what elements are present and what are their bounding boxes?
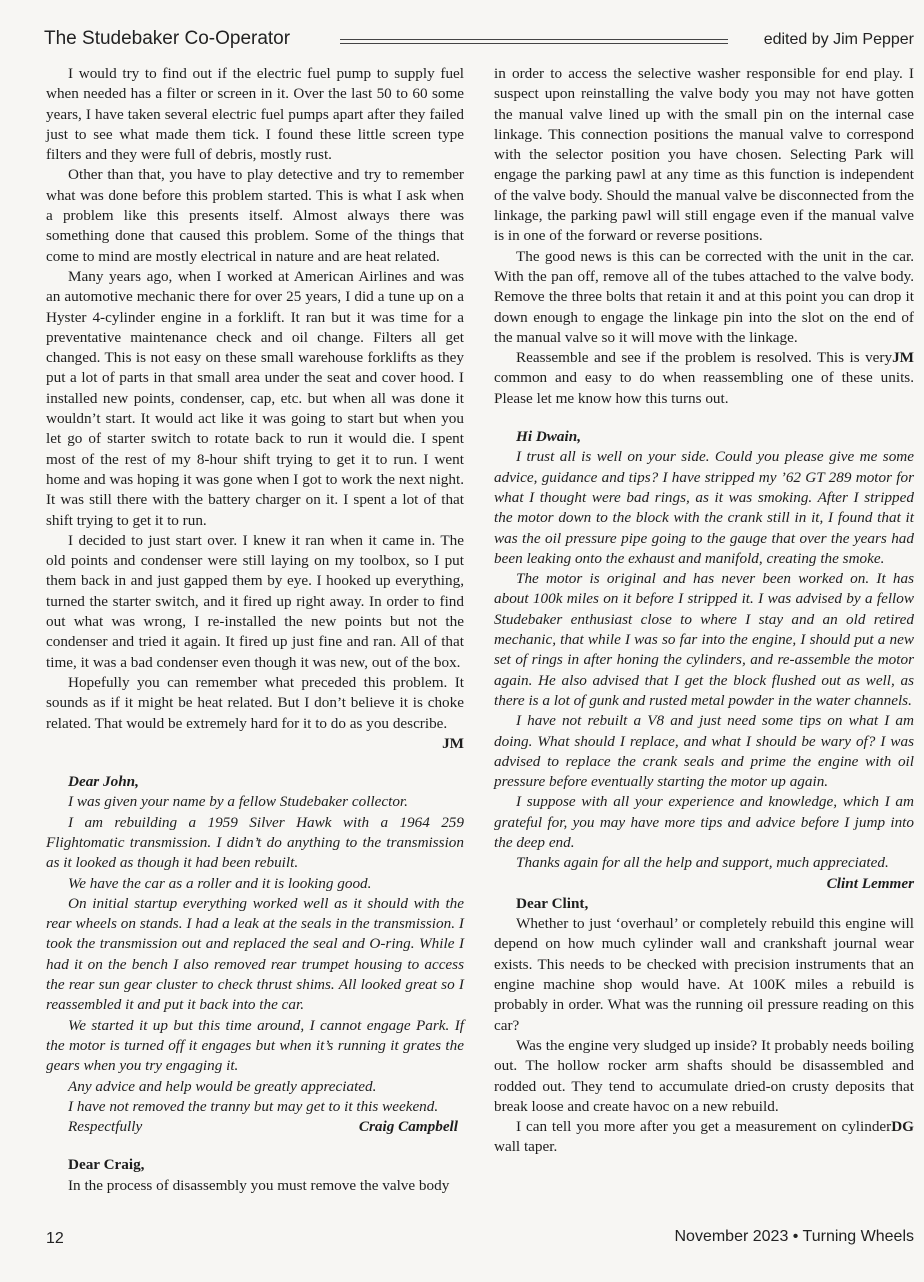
right-column [494,64,914,1158]
letter-paragraph: Any advice and help would be greatly appreciated. [68,1077,377,1095]
letter-paragraph: We have the car as a roller and it is looking good. [68,874,372,892]
paragraph: The good news is this can be corrected with the unit in the car. With the pan off, remove all of the tubes attached to the valve body. Remove the three bolts that retain it and at this point you can drop it down enough to engage the linkage pin into the slot on the end of the manual valve so it will move with the linkage. [494,247,914,346]
paragraph: Many years ago, when I worked at American Airlines and was an automotive mechanic there for over 25 years, I did a tune up on a Hyster 4-cylinder engine in a forklift. It ran but it was time for a preventative maintenance check and oil change. Filters all get changed. This is not easy on these small warehouse forklifts as they put a lot of parts in that small area under the seat and cover hood. I installed new points, condenser, cap, etc. but when all was done it wouldn’t start. It would act like it was going to start but when you let go of starter switch to rotate back to run it would die. I spent most of the rest of my 8-hour shift trying to get it to run. I went home and was hoping it was gone when I got to work the next night. It was still there with the battery charger on it. I spent a lot of that shift trying to get it to run. [46,267,464,529]
paragraph [494,1117,914,1158]
letter-closing: Respectfully [68,1118,143,1136]
reply-salutation: Dear Craig, [68,1156,145,1174]
letter-paragraph: I was given your name by a fellow Studebaker collector. [68,793,408,811]
answer-initials: JM [892,349,914,367]
paragraph-text: I can tell you more after you get a measurement on cylinder wall taper. [494,1118,892,1156]
paragraph: in order to access the selective washer responsible for end play. I suspect upon reinstalling the valve body you may not have gotten the manual valve lined up with the small pin on the internal case linkage. This connection positions the manual valve to correspond with the selector position you have chosen. Selecting Park will engage the parking pawl at any time as this function is independent of the valve body. Should the manual valve be disconnected from the linkage, the parking pawl will still engage even if the manual valve is in one of the forward or reverse positions. [494,65,914,245]
letter-paragraph: I suppose with all your experience and knowledge, which I am grateful for, you may have more tips and advice before I jump into the deep end. [494,793,914,851]
paragraph: Whether to just ‘overhaul’ or completely rebuild this engine will depend on how much cylinder wall and crankshaft journal wear exists. This needs to be checked with precision instruments that an engine machine shop would have. At 100K miles a rebuild is probably in order. What was the running oil pressure reading on this car? [494,915,914,1034]
left-column [46,64,464,1196]
paragraph: Other than that, you have to play detective and try to remember what was done before this problem started. This is what I ask when a problem like this presents itself. Almost always there was something done that caused this problem. Some of the things that come to mind are mostly electrical in nature and are heat related. [46,166,464,265]
paragraph: Was the engine very sludged up inside? It probably needs boiling out. The hollow rocker arm shafts should be disassembled and rodded out. They tend to accumulate dried-on crusty deposits that break loose and create havoc on a new rebuild. [494,1036,914,1115]
letter-salutation: Dear John, [68,773,139,791]
letter-closing-row [46,1117,464,1137]
paragraph: I decided to just start over. I knew it ran when it came in. The old points and condenser were still laying on my toolbox, so I put them back in and just gapped them by eye. I hooked up everything, turned the starter switch, and it fired up right away. In order to find out what was wrong, I re-installed the new points but not the condenser and tried it again. It fired up just fine and ran. All of that time, it was a bad condenser even though it was new, out of the box. [46,531,464,671]
letter-signature: Clint Lemmer [826,874,914,892]
header-rule [340,39,728,40]
letter-signature: Craig Campbell [358,1118,458,1136]
answer-initials: DG [891,1118,914,1136]
paragraph-text: Reassemble and see if the problem is resolved. This is very common and easy to do when reassembling one of these units. Please let me know how this turns out. [494,349,914,407]
paragraph: Hopefully you can remember what preceded this problem. It sounds as if it might be heat related. But I don’t believe it is choke related. That would be extremely hard for it to do as you describe. [46,673,464,732]
page-header [44,28,914,58]
paragraph: In the process of disassembly you must remove the valve body [68,1176,450,1194]
paragraph: I would try to find out if the electric fuel pump to supply fuel when needed has a filter or screen in it. Over the last 50 to 60 some years, I have taken several electric fuel pumps apart after they failed just to see what made them tick. I found these little screen type filters and they were full of debris, mostly rust. [46,65,464,164]
paragraph [494,348,914,409]
letter-paragraph: I have not rebuilt a V8 and just need some tips on what I am doing. What should I replace, and what I should be wary of? I was advised to replace the crank seals and prime the engine with oil pressure before eventually starting the motor up again. [494,712,914,791]
issue-footer: November 2023 • Turning Wheels [674,1228,914,1245]
answer-initials: JM [442,734,464,752]
letter-paragraph: We started it up but this time around, I cannot engage Park. If the motor is turned off it engages but when it’s running it grates the gears when you try engaging it. [46,1016,464,1075]
publication-section-title: The Studebaker Co-Operator [44,28,291,49]
letter-paragraph: I have not removed the tranny but may get to it this weekend. [68,1097,439,1115]
reply-salutation: Dear Clint, [516,894,589,912]
header-rule [340,43,728,44]
letter-paragraph: I am rebuilding a 1959 Silver Hawk with a 1964 259 Flightomatic transmission. I didn’t do anything to the transmission as it looked as though it had been rebuilt. [46,813,464,872]
letter-paragraph: On initial startup everything worked well as it should with the rear wheels on stands. I had a leak at the seals in the transmission. I took the transmission out and replaced the seal and O-ring. While I had it on the bench I also removed rear trumpet housing to access the rear sun gear cluster to check thrust shims. All looked great so I reassembled it and put it back into the car. [46,894,464,1014]
letter-paragraph: The motor is original and has never been worked on. It has about 100k miles on it before I stripped it. I was advised by a fellow Studebaker enthusiast close to where I stay and an old retired mechanic, that while I was so far into the engine, I should put a new set of rings in after honing the cylinders, and re-assemble the motor again. He also advised that I get the block flushed out as well, as there is a lot of gunk and rusted metal powder in the water channels. [494,570,914,709]
letter-paragraph: Thanks again for all the help and support, much appreciated. [516,854,889,872]
editor-credit: edited by Jim Pepper [763,31,914,48]
letter-salutation: Hi Dwain, [516,428,581,446]
page-number: 12 [46,1230,64,1247]
letter-paragraph: I trust all is well on your side. Could you please give me some advice, guidance and tips? I have stripped my ’62 GT 289 motor for what I thought were bad rings, as it was smoking. After I stripped the motor down to the block with the crank still in it, I found that it was the oil pressure pipe going to the gauge that over the years had been leaking onto the exhaust and manifold, creating the smoke. [494,448,914,567]
